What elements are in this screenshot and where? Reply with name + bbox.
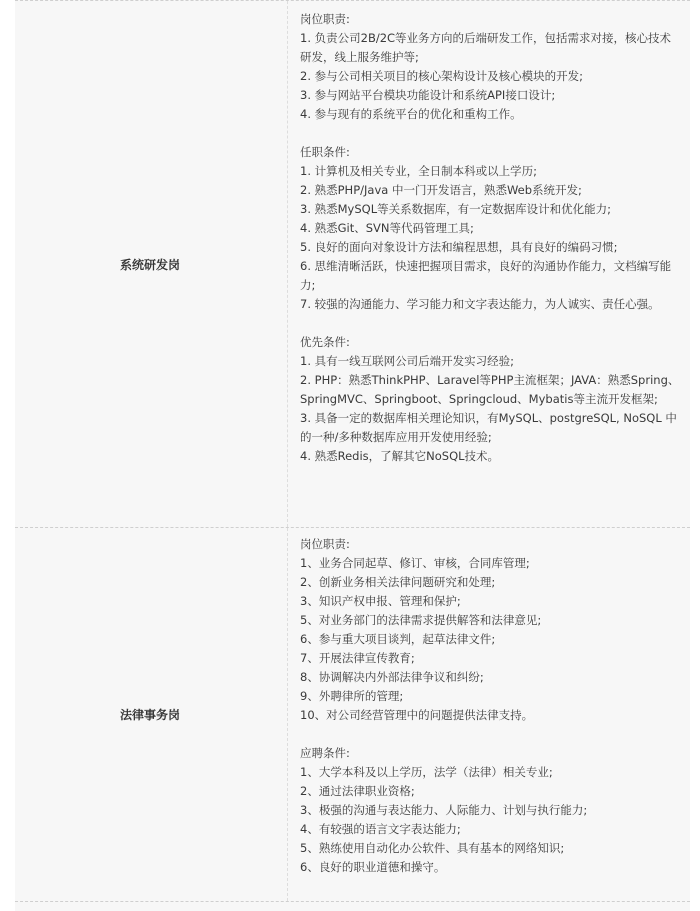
list-item: 6、良好的职业道德和操守。 [300,860,446,874]
list-item: 9、外聘律所的管理; [300,689,404,703]
list-item: 5、对业务部门的法律需求提供解答和法律意见; [300,613,542,627]
section-heading: 应聘条件: [300,746,350,760]
list-item: 4. 熟悉Git、SVN等代码管理工具; [300,221,474,235]
list-item: 2. 熟悉PHP/Java 中一门开发语言，熟悉Web系统开发; [300,183,582,197]
section-heading: 任职条件: [300,145,350,159]
list-item: 3、极强的沟通与表达能力、人际能力、计划与执行能力; [300,803,588,817]
section-heading: 优先条件: [300,335,350,349]
list-item: 1. 负责公司2B/2C等业务方向的后端研发工作，包括需求对接，核心技术研发，线上服务维护等; [300,31,672,64]
job-table [15,0,690,911]
list-item: 4. 参与现有的系统平台的优化和重构工作。 [300,107,522,121]
list-item: 6. 思维清晰活跃，快速把握项目需求，良好的沟通协作能力，文档编写能力; [300,259,672,292]
list-item: 2. 参与公司相关项目的核心架构设计及核心模块的开发; [300,69,583,83]
list-item: 1. 计算机及相关专业，全日制本科或以上学历; [300,164,537,178]
list-item: 3、知识产权申报、管理和保护; [300,594,461,608]
list-item: 7. 较强的沟通能力、学习能力和文字表达能力，为人诚实、责任心强。 [300,297,660,311]
list-item: 3. 参与网站平台模块功能设计和系统API接口设计; [300,88,556,102]
job-description [300,535,682,877]
list-item: 6、参与重大项目谈判，起草法律文件; [300,632,496,646]
list-item: 1、大学本科及以上学历，法学（法律）相关专业; [300,765,553,779]
table-row [15,0,690,528]
list-item: 3. 熟悉MySQL等关系数据库，有一定数据库设计和优化能力; [300,202,611,216]
list-item: 10、对公司经营管理中的问题提供法律支持。 [300,708,534,722]
table-row [15,528,690,902]
cell-divider [287,528,288,901]
section-heading: 岗位职责: [300,537,350,551]
list-item: 5. 良好的面向对象设计方法和编程思想，具有良好的编码习惯; [300,240,618,254]
list-item: 3. 具备一定的数据库相关理论知识，有MySQL、postgreSQL, NoSQL 中的一种/多种数据库应用开发使用经验; [300,411,677,444]
list-item: 2、通过法律职业资格; [300,784,415,798]
section-heading: 岗位职责: [300,12,350,26]
cell-divider [287,1,288,527]
job-description [300,10,682,466]
list-item: 4. 熟悉Redis，了解其它NoSQL技术。 [300,449,500,463]
job-title: 系统研发岗 [119,257,180,272]
list-item: 1、业务合同起草、修订、审核，合同库管理; [300,556,530,570]
job-title: 法律事务岗 [119,708,180,722]
list-item: 1. 具有一线互联网公司后端开发实习经验; [300,354,515,368]
list-item: 5、熟练使用自动化办公软件、具有基本的网络知识; [300,841,565,855]
list-item: 7、开展法律宣传教育; [300,651,415,665]
list-item: 8、协调解决内外部法律争议和纠纷; [300,670,484,684]
list-item: 2. PHP：熟悉ThinkPHP、Laravel等PHP主流框架；JAVA：熟悉Spring、SpringMVC、Springboot、Springcloud、Mybatis等主流开发框架; [300,373,680,406]
list-item: 4、有较强的语言文字表达能力; [300,822,461,836]
list-item: 2、创新业务相关法律问题研究和处理; [300,575,496,589]
